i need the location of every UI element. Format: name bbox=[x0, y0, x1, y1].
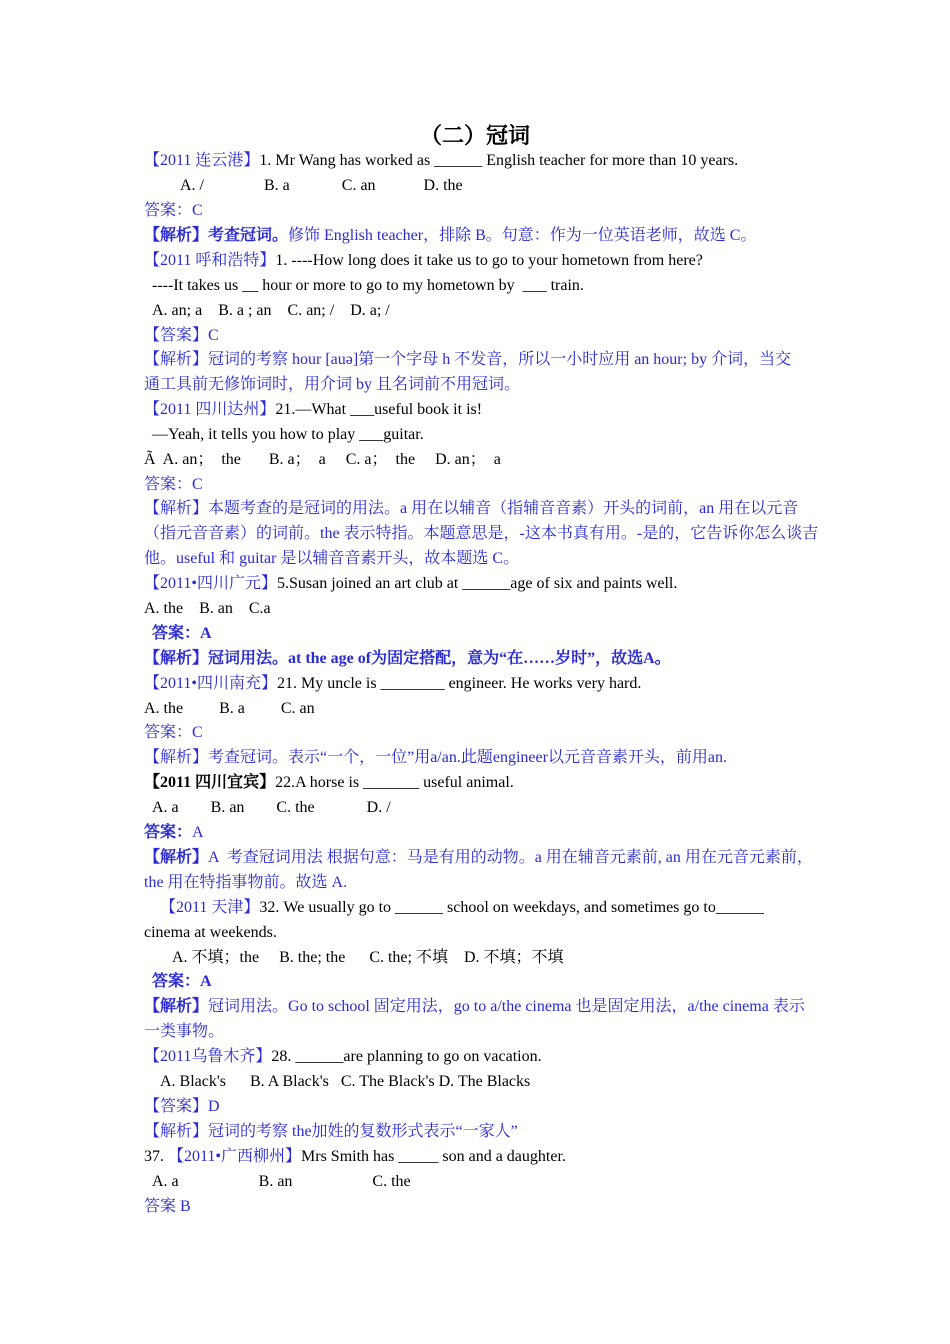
text-line bbox=[144, 249, 703, 273]
text-line bbox=[144, 497, 798, 521]
text-line bbox=[144, 647, 671, 671]
text-run: Mrs Smith has _____ son and a daughter. bbox=[301, 1148, 566, 1165]
text-line bbox=[152, 796, 391, 820]
text-line bbox=[144, 771, 514, 795]
text-run: 1. Mr Wang has worked as ______ English teacher for more than 10 years. bbox=[259, 152, 739, 169]
text-run: A. a B. an C. the bbox=[152, 1173, 411, 1190]
text-run: 冠词用法。Go to school 固定用法，go to a/the cinema 也是固定用法，a/the cinema 表示 bbox=[208, 998, 805, 1015]
text-line bbox=[152, 622, 212, 646]
text-run: 答案：C bbox=[144, 202, 203, 219]
text-run: 【解析】冠词的考察 the加姓的复数形式表示“一家人” bbox=[144, 1123, 518, 1140]
text-run: 5.Susan joined an art club at ______age of six and paints well. bbox=[277, 575, 678, 592]
text-run: 【2011 四川宜宾】 bbox=[144, 774, 276, 791]
text-run: 32. We usually go to ______ school on weekdays, and sometimes go to______ bbox=[259, 899, 764, 916]
text-run: 【解析】 bbox=[144, 998, 209, 1015]
text-run: cinema at weekends. bbox=[144, 924, 277, 941]
text-run: 【2011•广西柳州】 bbox=[168, 1148, 302, 1165]
text-run: 【解析】冠词的考察 hour [auə]第一个字母 h 不发音，所以一小时应用 an hour; by 介词，当交 bbox=[144, 351, 792, 368]
text-run: 21. My uncle is ________ engineer. He works very hard. bbox=[277, 675, 642, 692]
text-line bbox=[144, 1095, 220, 1119]
text-run: ----It takes us __ hour or more to go to my hometown by ___ train. bbox=[152, 277, 584, 294]
text-run: 修饰 English teacher，排除 B。句意：作为一位英语老师，故选 C。 bbox=[288, 227, 757, 244]
text-run: 【解析】冠词用法。at the age of为固定搭配，意为“在……岁时”，故选A。 bbox=[144, 650, 671, 667]
text-line bbox=[144, 572, 677, 596]
text-line bbox=[172, 946, 564, 970]
text-run: 【2011乌鲁木齐】 bbox=[144, 1048, 272, 1065]
text-run: 【答案】D bbox=[144, 1098, 220, 1115]
text-run: —Yeah, it tells you how to play ___guitar. bbox=[152, 426, 424, 443]
text-line bbox=[180, 174, 463, 198]
text-run: 一类事物。 bbox=[144, 1023, 225, 1040]
text-run: 通工具前无修饰词时，用介词 by 且名词前不用冠词。 bbox=[144, 376, 521, 393]
text-run: 【解析】考查冠词。表示“一个，一位”用a/an.此题engineer以元音音素开头，前用an. bbox=[144, 749, 728, 766]
text-line bbox=[144, 995, 805, 1019]
text-line bbox=[144, 324, 219, 348]
text-run: 【2011•四川南充】 bbox=[144, 675, 278, 692]
text-line bbox=[144, 473, 203, 497]
text-line bbox=[152, 299, 390, 323]
text-line bbox=[144, 1020, 224, 1044]
text-run: A bbox=[192, 824, 204, 841]
text-run: 28. ______are planning to go on vacation. bbox=[271, 1048, 542, 1065]
text-run: 【解析】本题考查的是冠词的用法。a 用在以辅音（指辅音音素）开头的词前，an 用在以元音 bbox=[144, 500, 799, 517]
text-run: 【答案】C bbox=[144, 327, 219, 344]
text-run: 答案：C bbox=[144, 724, 203, 741]
text-line bbox=[152, 423, 424, 447]
text-line bbox=[144, 672, 641, 696]
text-run: the 用在特指事物前。故选 A. bbox=[144, 874, 348, 891]
text-line bbox=[144, 871, 347, 895]
text-run: 【2011 四川达州】 bbox=[144, 401, 276, 418]
text-run: A. 不填；the B. the; the C. the; 不填 D. 不填；不填 bbox=[172, 949, 564, 966]
text-line bbox=[144, 547, 519, 571]
text-line bbox=[144, 821, 204, 845]
text-line bbox=[152, 970, 212, 994]
text-run: A. a B. an C. the D. / bbox=[152, 799, 391, 816]
text-line bbox=[144, 921, 277, 945]
text-line bbox=[144, 1045, 542, 1069]
text-run: 答案 B bbox=[144, 1198, 191, 1215]
text-run: 答案：A bbox=[152, 625, 212, 642]
text-run: A. the B. an C.a bbox=[144, 600, 271, 617]
text-run: 37. bbox=[144, 1148, 168, 1165]
text-line bbox=[144, 846, 813, 870]
text-run: 【解析】 bbox=[144, 849, 209, 866]
text-line bbox=[144, 1145, 566, 1169]
text-line bbox=[144, 721, 203, 745]
text-run: 答案： bbox=[144, 824, 193, 841]
text-line bbox=[144, 597, 271, 621]
text-line bbox=[144, 1195, 191, 1219]
text-line bbox=[160, 1070, 530, 1094]
text-run: 他。useful 和 guitar 是以辅音音素开头，故本题选 C。 bbox=[144, 550, 520, 567]
text-run: 22.A horse is _______ useful animal. bbox=[275, 774, 514, 791]
text-line bbox=[144, 746, 727, 770]
page-title: （二）冠词 bbox=[419, 123, 530, 148]
text-run: （指元音音素）的词前。the 表示特指。本题意思是，-这本书真有用。-是的，它告诉你怎么谈吉 bbox=[144, 525, 819, 542]
text-line bbox=[144, 149, 738, 173]
text-run: Ã A. an； the B. a； a C. a； the D. an； a bbox=[144, 451, 501, 468]
text-line bbox=[152, 274, 584, 298]
text-run: 【2011 天津】 bbox=[160, 899, 260, 916]
text-line bbox=[144, 373, 520, 397]
text-line bbox=[144, 1120, 518, 1144]
text-line bbox=[160, 896, 764, 920]
text-run: 1. ----How long does it take us to go to your hometown from here? bbox=[275, 252, 703, 269]
text-line bbox=[152, 1170, 411, 1194]
text-run: A. an; a B. a ; an C. an; / D. a; / bbox=[152, 302, 390, 319]
text-run: 答案：C bbox=[144, 476, 203, 493]
text-line bbox=[144, 697, 315, 721]
text-run: A 考查冠词用法 根据句意：马是有用的动物。a 用在辅音元素前, an 用在元音元素前， bbox=[208, 849, 813, 866]
text-line bbox=[144, 224, 756, 248]
text-run: 21.—What ___useful book it is! bbox=[275, 401, 483, 418]
text-run: 【2011•四川广元】 bbox=[144, 575, 278, 592]
text-line bbox=[144, 199, 203, 223]
text-run: 【2011 连云港】 bbox=[144, 152, 260, 169]
text-run: 【解析】考查冠词。 bbox=[144, 227, 289, 244]
text-run: A. / B. a C. an D. the bbox=[180, 177, 463, 194]
text-line bbox=[144, 398, 482, 422]
text-run: A. the B. a C. an bbox=[144, 700, 315, 717]
text-line bbox=[144, 448, 501, 472]
text-line bbox=[144, 348, 791, 372]
text-run: 答案：A bbox=[152, 973, 212, 990]
text-run: A. Black's B. A Black's C. The Black's D. The Blacks bbox=[160, 1073, 531, 1090]
text-run: 【2011 呼和浩特】 bbox=[144, 252, 276, 269]
text-line bbox=[144, 522, 818, 546]
